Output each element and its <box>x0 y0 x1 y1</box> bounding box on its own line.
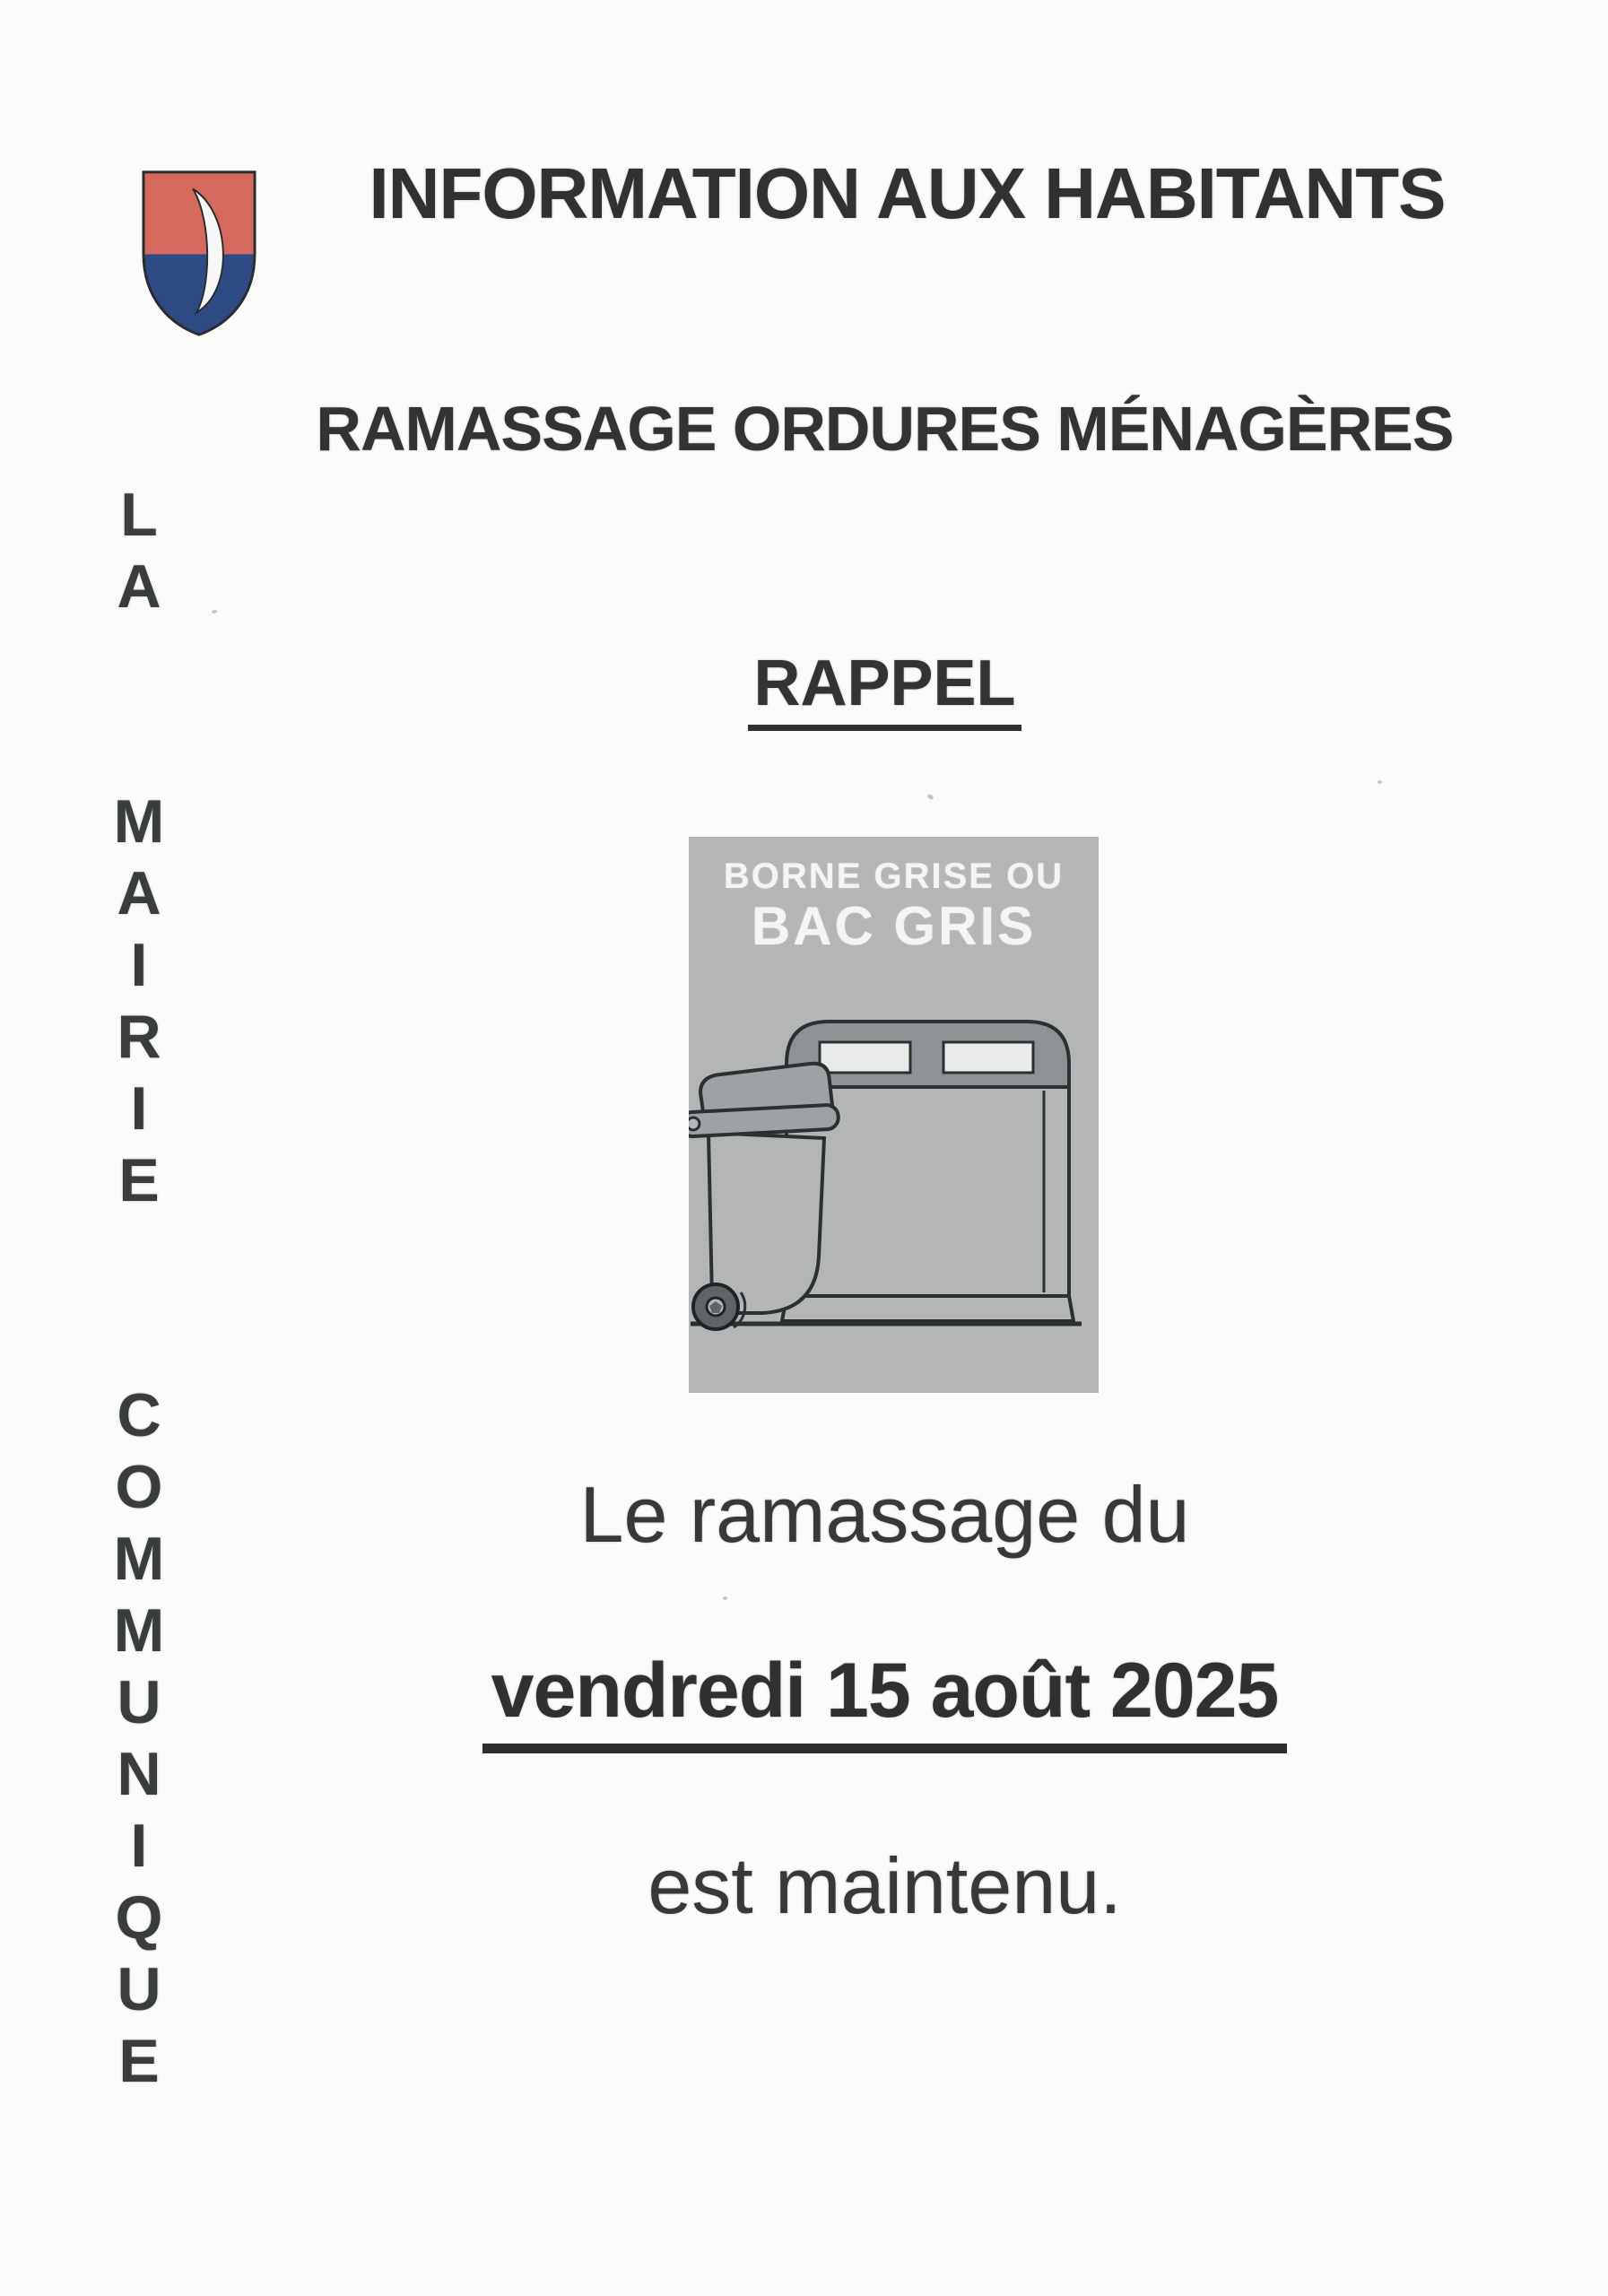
body-conclusion-text: est maintenu. <box>648 1841 1122 1930</box>
pickup-date-text: vendredi 15 août 2025 <box>482 1650 1288 1753</box>
banner-letter: I <box>130 931 148 999</box>
banner-letter: E <box>118 2027 160 2095</box>
waste-container-illustration <box>689 837 1099 1393</box>
banner-letter: Q <box>115 1883 163 1952</box>
reminder-label: RAPPEL <box>748 651 1021 731</box>
banner-letter: R <box>117 1003 161 1071</box>
banner-letter: O <box>115 1453 163 1521</box>
banner-letter: M <box>113 1525 165 1593</box>
scan-speck <box>211 609 217 614</box>
banner-letter: A <box>117 859 161 927</box>
illustration-caption-line1: BORNE GRISE OU <box>723 857 1065 896</box>
banner-letter: N <box>117 1740 161 1808</box>
banner-letter: U <box>117 1955 161 2023</box>
banner-letter: E <box>118 1146 160 1214</box>
scan-speck <box>723 1596 727 1600</box>
banner-letter: A <box>117 552 161 621</box>
banner-letter: U <box>117 1668 161 1736</box>
banner-letter: C <box>117 1381 161 1449</box>
notice-subtitle: RAMASSAGE ORDURES MÉNAGÈRES <box>316 394 1454 464</box>
notice-title: INFORMATION AUX HABITANTS <box>369 153 1446 233</box>
scan-speck <box>926 793 934 800</box>
banner-letter: M <box>113 787 165 856</box>
pickup-date-line <box>161 1650 1608 1753</box>
illustration-caption-line2: BAC GRIS <box>751 896 1037 956</box>
banner-word-gap <box>138 628 140 780</box>
banner-letter: M <box>113 1596 165 1665</box>
body-intro-text: Le ramassage du <box>579 1470 1190 1559</box>
banner-letter: L <box>120 481 158 549</box>
banner-letter: I <box>130 1812 148 1880</box>
banner-letter: I <box>130 1074 148 1143</box>
scan-speck <box>1378 780 1382 784</box>
reminder-heading <box>161 648 1608 731</box>
banner-word-gap <box>138 1222 140 1374</box>
